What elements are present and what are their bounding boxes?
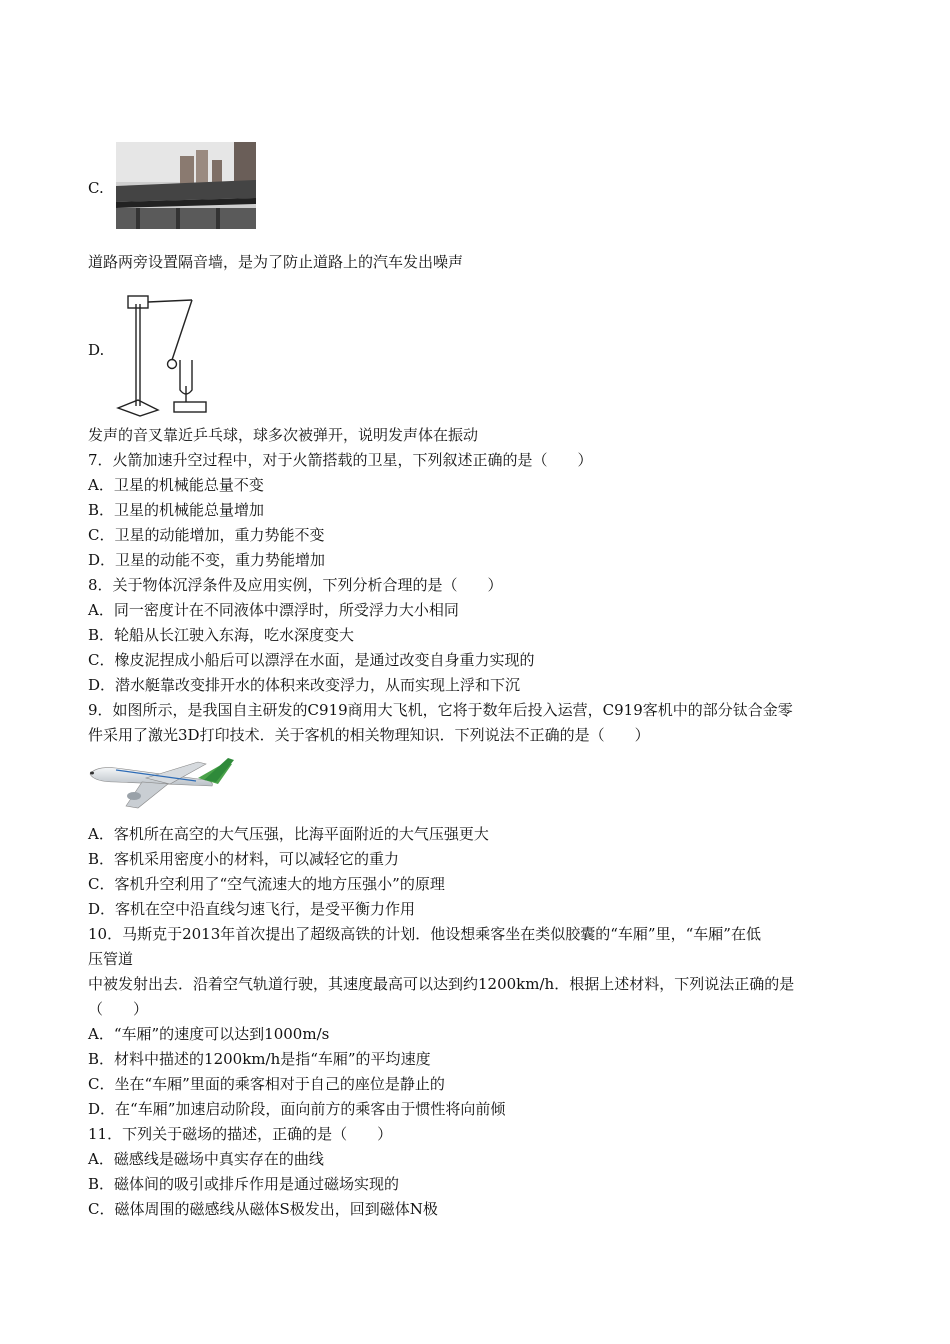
q9-option-a: A．客机所在高空的大气压强，比海平面附近的大气压强更大 bbox=[88, 825, 489, 843]
q7-stem: 7．火箭加速升空过程中，对于火箭搭载的卫星，下列叙述正确的是（ ） bbox=[88, 451, 593, 469]
q8-option-b: B．轮船从长江驶入东海，吃水深度变大 bbox=[88, 626, 355, 644]
q9-stem-line1: 9．如图所示，是我国自主研发的C919商用大飞机，它将于数年后投入运营，C919客机中的部分钛合金零 bbox=[88, 701, 793, 719]
q10-option-b: B．材料中描述的1200km/h是指“车厢”的平均速度 bbox=[88, 1050, 431, 1068]
q8-option-c: C．橡皮泥捏成小船后可以漂浮在水面，是通过改变自身重力实现的 bbox=[88, 651, 535, 669]
q10-stem-line4: （ ） bbox=[88, 1000, 149, 1018]
q9-option-c: C．客机升空利用了“空气流速大的地方压强小”的原理 bbox=[88, 875, 445, 893]
q10-stem-line3: 中被发射出去．沿着空气轨道行驶，其速度最高可以达到约1200km/h．根据上述材料，下列说法正确的是 bbox=[88, 975, 795, 993]
q9-option-d: D．客机在空中沿直线匀速飞行，是受平衡力作用 bbox=[88, 900, 416, 918]
q7-option-d: D．卫星的动能不变，重力势能增加 bbox=[88, 551, 326, 569]
q10-stem-line1: 10．马斯克于2013年首次提出了超级高铁的计划．他设想乘客坐在类似胶囊的“车厢”里，“车厢”在低 bbox=[88, 925, 761, 943]
q8-option-a: A．同一密度计在不同液体中漂浮时，所受浮力大小相同 bbox=[88, 601, 459, 619]
q10-option-d: D．在“车厢”加速启动阶段，面向前方的乘客由于惯性将向前倾 bbox=[88, 1100, 506, 1118]
q11-option-b: B．磁体间的吸引或排斥作用是通过磁场实现的 bbox=[88, 1175, 400, 1193]
q9-option-b: B．客机采用密度小的材料，可以减轻它的重力 bbox=[88, 850, 400, 868]
q8-stem: 8．关于物体沉浮条件及应用实例，下列分析合理的是（ ） bbox=[88, 576, 503, 594]
q7-option-c: C．卫星的动能增加，重力势能不变 bbox=[88, 526, 325, 544]
q8-option-d: D．潜水艇靠改变排开水的体积来改变浮力，从而实现上浮和下沉 bbox=[88, 676, 521, 694]
option-d-label: D. bbox=[88, 341, 105, 359]
q10-option-a: A．“车厢”的速度可以达到1000m/s bbox=[88, 1025, 330, 1043]
q7-option-b: B．卫星的机械能总量增加 bbox=[88, 501, 265, 519]
q11-option-c: C．磁体周围的磁感线从磁体S极发出，回到磁体N极 bbox=[88, 1200, 438, 1218]
q10-stem-line2: 压管道 bbox=[88, 950, 134, 968]
option-c-caption: 道路两旁设置隔音墙，是为了防止道路上的汽车发出噪声 bbox=[88, 253, 464, 271]
q9-stem-line2: 件采用了激光3D打印技术．关于客机的相关物理知识．下列说法不正确的是（ ） bbox=[88, 726, 650, 744]
q10-option-c: C．坐在“车厢”里面的乘客相对于自己的座位是静止的 bbox=[88, 1075, 445, 1093]
tuning-fork-diagram bbox=[114, 290, 214, 420]
option-d-caption: 发声的音叉靠近乒乓球，球多次被弹开，说明发声体在振动 bbox=[88, 426, 479, 444]
q11-option-a: A．磁感线是磁场中真实存在的曲线 bbox=[88, 1150, 324, 1168]
sound-barrier-photo bbox=[116, 142, 256, 229]
q7-option-a: A．卫星的机械能总量不变 bbox=[88, 476, 264, 494]
c919-airplane-image bbox=[86, 756, 234, 814]
q11-stem: 11．下列关于磁场的描述，正确的是（ ） bbox=[88, 1125, 393, 1143]
option-c-label: C. bbox=[88, 179, 104, 197]
